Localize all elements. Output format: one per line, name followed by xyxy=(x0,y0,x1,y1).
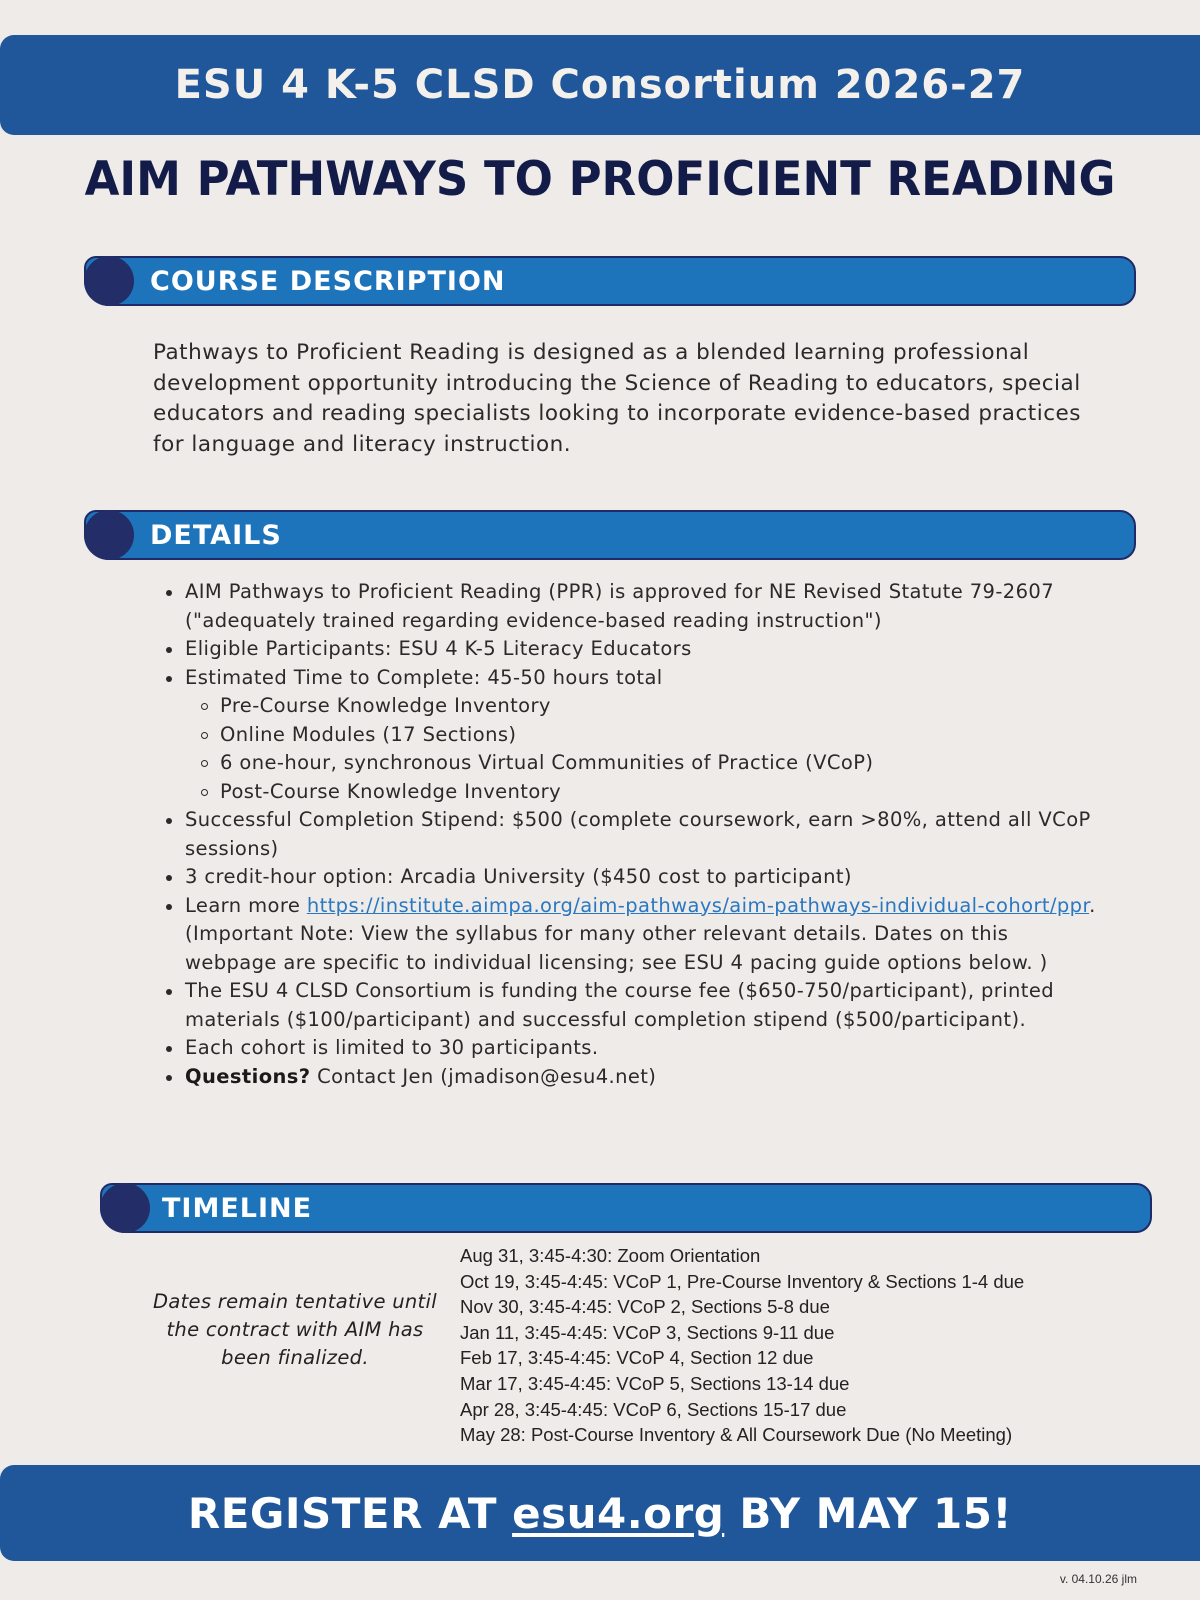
section-header-timeline xyxy=(100,1183,1152,1233)
sub-list-item: Online Modules (17 Sections) xyxy=(185,721,1100,750)
register-link[interactable]: esu4.org xyxy=(512,1488,725,1538)
circle-icon xyxy=(100,1183,150,1233)
list-item: AIM Pathways to Proficient Reading (PPR) is approved for NE Revised Statute 79-2607 ("adequately trained regarding evidence-based reading instruction") xyxy=(160,578,1100,635)
timeline-list xyxy=(460,1243,1100,1448)
list-item-text: Estimated Time to Complete: 45-50 hours total xyxy=(185,665,663,689)
timeline-entry: Mar 17, 3:45-4:45: VCoP 5, Sections 13-14 due xyxy=(460,1372,850,1394)
list-item: The ESU 4 CLSD Consortium is funding the course fee ($650-750/participant), printed materials ($100/participant) and successful completion stipend ($500/participant). xyxy=(160,977,1100,1034)
version-label: v. 04.10.26 jlm xyxy=(1059,1572,1137,1586)
timeline-entry: Aug 31, 3:45-4:30: Zoom Orientation xyxy=(460,1245,761,1266)
list-item xyxy=(160,1063,1100,1092)
section-header-details xyxy=(84,510,1136,560)
register-text xyxy=(188,1489,1012,1538)
list-item xyxy=(160,664,1100,807)
contact-text: Contact Jen (jmadison@esu4.net) xyxy=(310,1064,657,1088)
page-title: AIM PATHWAYS TO PROFICIENT READING xyxy=(84,150,1116,207)
banner-title: ESU 4 K-5 CLSD Consortium 2026-27 xyxy=(174,62,1026,108)
sub-list-item: 6 one-hour, synchronous Virtual Communities of Practice (VCoP) xyxy=(185,749,1100,778)
section-heading: DETAILS xyxy=(150,519,282,551)
learn-more-prefix: Learn more xyxy=(185,893,307,917)
aim-pathways-link[interactable]: https://institute.aimpa.org/aim-pathways/aim-pathways-individual-cohort/ppr xyxy=(306,893,1090,917)
list-item: Eligible Participants: ESU 4 K-5 Literacy Educators xyxy=(160,635,1100,664)
learn-more-note: . (Important Note: View the syllabus for many other relevant details. Dates on this webpage are specific to individual licensing; see ESU 4 pacing guide options below. ) xyxy=(185,893,1096,974)
course-description-text: Pathways to Proficient Reading is designed as a blended learning professional development opportunity introducing the Science of Reading to educators, special educators and reading specialists looking to incorporate evidence-based practices for language and literacy instruction. xyxy=(153,340,1081,457)
list-item: Successful Completion Stipend: $500 (complete coursework, earn >80%, attend all VCoP sessions) xyxy=(160,806,1100,863)
register-prefix: REGISTER AT xyxy=(187,1488,513,1538)
details-list xyxy=(160,578,1100,1091)
circle-icon xyxy=(84,256,134,306)
timeline-entry: Oct 19, 3:45-4:45: VCoP 1, Pre-Course Inventory & Sections 1-4 due xyxy=(460,1270,1025,1292)
circle-icon xyxy=(84,510,134,560)
timeline-entry: Apr 28, 3:45-4:45: VCoP 6, Sections 15-17 due xyxy=(460,1398,847,1420)
tentative-note: Dates remain tentative until the contract with AIM has been finalized. xyxy=(153,1290,437,1369)
sub-list xyxy=(185,692,1100,806)
register-banner xyxy=(0,1465,1200,1561)
questions-label: Questions? xyxy=(185,1064,311,1088)
section-header-course-description xyxy=(84,256,1136,306)
timeline-entry: May 28: Post-Course Inventory & All Coursework Due (No Meeting) xyxy=(460,1424,1013,1446)
sub-list-item: Post-Course Knowledge Inventory xyxy=(185,778,1100,807)
section-heading: TIMELINE xyxy=(162,1192,313,1224)
sub-list-item: Pre-Course Knowledge Inventory xyxy=(185,692,1100,721)
timeline-entry: Feb 17, 3:45-4:45: VCoP 4, Section 12 due xyxy=(460,1347,814,1369)
timeline-entry: Jan 11, 3:45-4:45: VCoP 3, Sections 9-11 due xyxy=(460,1321,835,1343)
list-item xyxy=(160,892,1100,978)
section-heading: COURSE DESCRIPTION xyxy=(150,265,506,297)
list-item: Each cohort is limited to 30 participants. xyxy=(160,1034,1100,1063)
register-suffix: BY MAY 15! xyxy=(724,1488,1013,1538)
top-banner xyxy=(0,35,1200,135)
timeline-entry: Nov 30, 3:45-4:45: VCoP 2, Sections 5-8 due xyxy=(460,1296,830,1318)
list-item: 3 credit-hour option: Arcadia University ($450 cost to participant) xyxy=(160,863,1100,892)
